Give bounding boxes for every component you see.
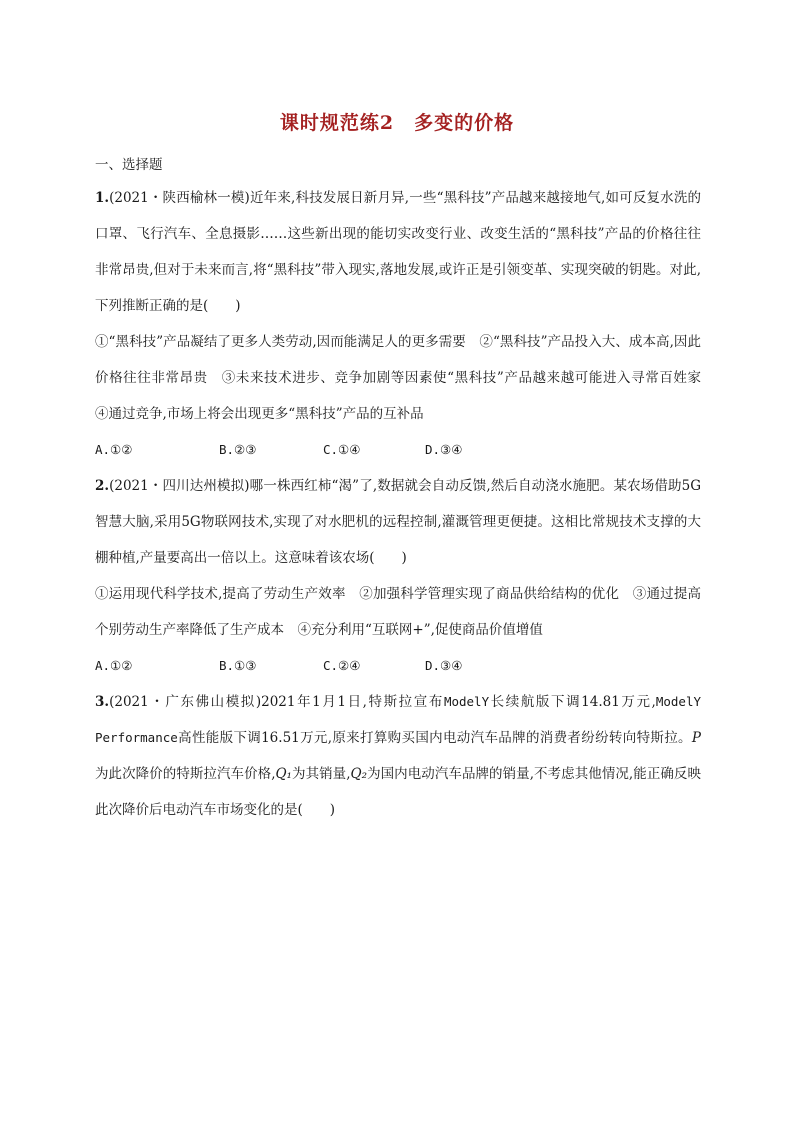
model-name-performance: ModelY Performance	[95, 694, 701, 745]
question-text-b: 长续航版下调14.81万元,	[489, 694, 656, 710]
question-options: ①“黑科技”产品凝结了更多人类劳动,因而能满足人的更多需要 ②“黑科技”产品投入大、成本高,因此价格往往非常昂贵 ③未来技术进步、竞争加剧等因素使“黑科技”产品越来越可能进入寻常百姓家 ④通过竞争,市场上将会出现更多“黑科技”产品的互补品	[95, 334, 715, 422]
symbol-q1: Q₁	[275, 766, 292, 782]
choice-c[interactable]: C.②④	[323, 658, 361, 673]
page-title: 课时规范练2 多变的价格	[279, 112, 515, 134]
question-options: ①运用现代科学技术,提高了劳动生产效率 ②加强科学管理实现了商品供给结构的优化 ③通过提高个别劳动生产率降低了生产成本 ④充分利用“互联网+”,促使商品价值增值	[95, 586, 701, 638]
question-text: (2021・四川达州模拟)哪一株西红柿“渴”了,数据就会自动反馈,然后自动浇水施肥。某农场借助5G智慧大脑,采用5G物联网技术,实现了对水肥机的远程控制,灌溉管理更便捷。这相比常规技术支撑的大棚种植,产量要高出一倍以上。这意味着该农场( )	[95, 478, 701, 566]
choice-b[interactable]: B.②③	[219, 442, 257, 457]
question-2	[95, 468, 701, 684]
choice-d[interactable]: D.③④	[425, 658, 463, 673]
choice-d[interactable]: D.③④	[425, 442, 463, 457]
choice-b[interactable]: B.①③	[219, 658, 257, 673]
question-text-c: 高性能版下调16.51万元,原来打算购买国内电动汽车品牌的消费者纷纷转向特斯拉。	[177, 730, 692, 746]
question-text-e: 为其销量,	[291, 766, 351, 782]
question-text-f: 为国内电动汽车品牌的销量,不考虑其他情况,能正确反映此次降价后电动汽车市场变化的是( )	[95, 766, 701, 818]
question-1	[95, 180, 715, 468]
question-text: (2021・陕西榆林一模)近年来,科技发展日新月异,一些“黑科技”产品越来越接地气,如可反复水洗的口罩、飞行汽车、全息摄影……这些新出现的能切实改变行业、改变生活的“黑科技”产品的价格往往非常昂贵,但对于未来而言,将“黑科技”带入现实,落地发展,或许正是引领变革、实现突破的钥匙。对此,下列推断正确的是( )	[95, 190, 701, 314]
symbol-q2: Q₂	[350, 766, 368, 782]
section-heading: 一、选择题	[95, 157, 163, 173]
answer-choices	[95, 648, 701, 684]
question-text-a: (2021・广东佛山模拟)2021年1月1日,特斯拉宣布	[109, 694, 444, 710]
choice-a[interactable]: A.①②	[95, 442, 133, 457]
question-stem	[95, 468, 701, 576]
question-text-d: 为此次降价的特斯拉汽车价格,	[95, 766, 276, 782]
choice-c[interactable]: C.①④	[323, 442, 361, 457]
question-stem	[95, 180, 701, 324]
question-3	[95, 684, 701, 828]
choice-a[interactable]: A.①②	[95, 658, 133, 673]
answer-choices	[95, 432, 701, 468]
symbol-p: P	[691, 730, 701, 746]
question-number: 2.	[95, 478, 110, 494]
question-number: 3.	[95, 694, 110, 710]
model-name: ModelY	[443, 694, 490, 709]
question-stem	[95, 684, 701, 828]
question-number: 1.	[95, 190, 110, 206]
